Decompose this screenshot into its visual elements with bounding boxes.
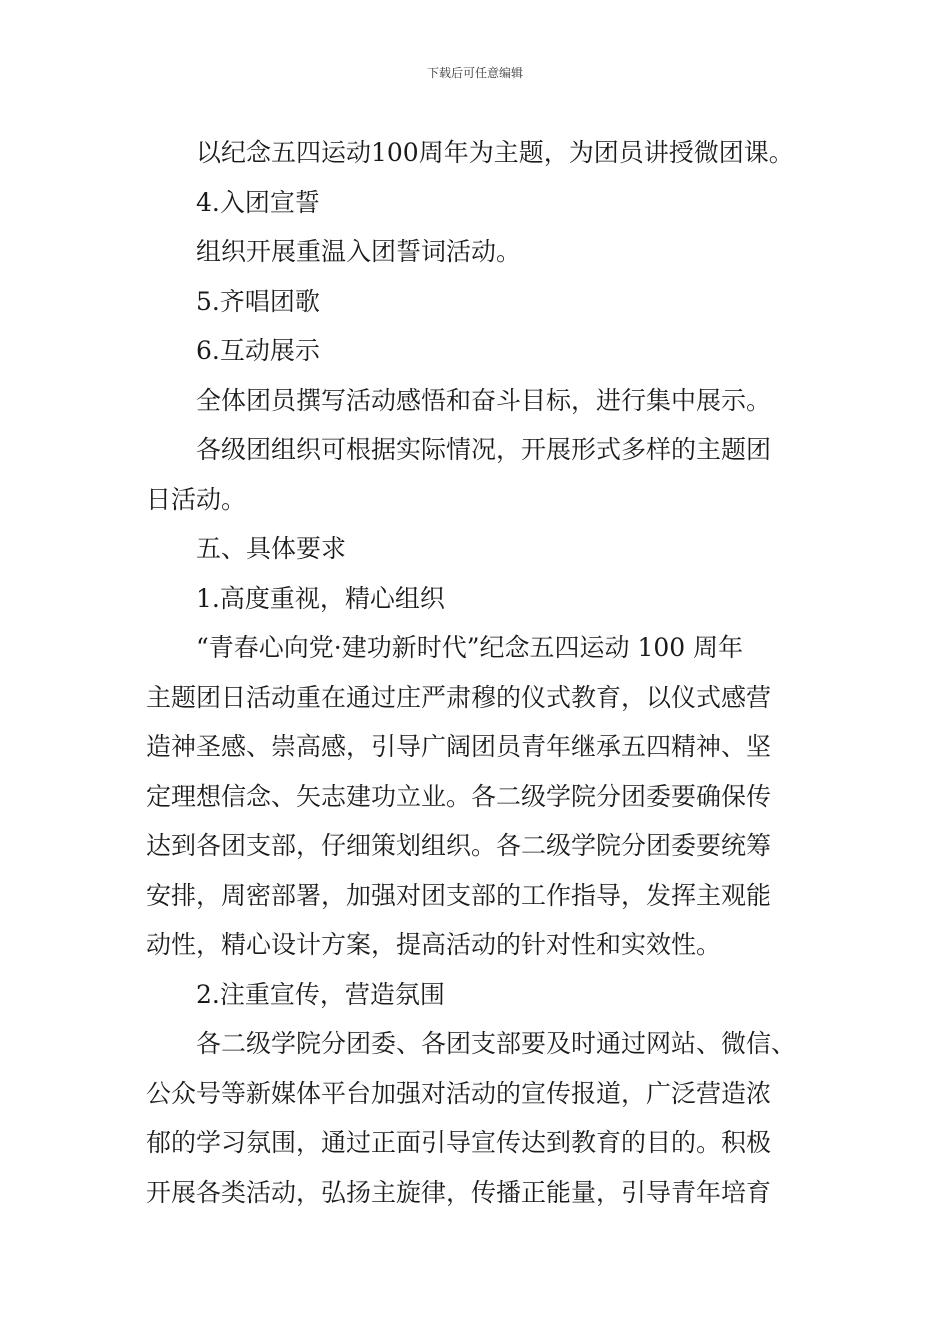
body-line: 各二级学院分团委、各团支部要及时通过网站、微信、 bbox=[196, 1029, 797, 1058]
body-line: 开展各类活动，弘扬主旋律，传播正能量，引导青年培育 bbox=[146, 1177, 772, 1207]
body-line: 各级团组织可根据实际情况，开展形式多样的主题团 bbox=[196, 435, 772, 464]
page-header-note: 下载后可任意编辑 bbox=[426, 66, 523, 80]
body-line: 日活动。 bbox=[146, 484, 247, 514]
section-heading: 五、具体要求 bbox=[196, 534, 347, 563]
section-heading: 6.互动展示 bbox=[196, 336, 320, 365]
body-line: 全体团员撰写活动感悟和奋斗目标，进行集中展示。 bbox=[196, 385, 772, 415]
section-heading: 2.注重宣传，营造氛围 bbox=[196, 979, 445, 1009]
body-line: 公众号等新媒体平台加强对活动的宣传报道，广泛营造浓 bbox=[146, 1078, 772, 1108]
section-heading: 5.齐唱团歌 bbox=[196, 286, 320, 316]
document-body bbox=[146, 128, 810, 1217]
body-line: 动性，精心设计方案，提高活动的针对性和实效性。 bbox=[146, 930, 722, 959]
body-line: 定理想信念、矢志建功立业。各二级学院分团委要确保传 bbox=[146, 781, 772, 811]
body-line: “青春心向党·建功新时代”纪念五四运动 100 周年 bbox=[196, 633, 744, 662]
body-line: 造神圣感、崇高感，引导广阔团员青年继承五四精神、坚 bbox=[146, 732, 772, 761]
body-line: 安排，周密部署，加强对团支部的工作指导，发挥主观能 bbox=[146, 880, 772, 910]
body-line: 主题团日活动重在通过庄严肃穆的仪式教育，以仪式感营 bbox=[146, 682, 772, 712]
body-line: 以纪念五四运动100周年为主题，为团员讲授微团课。 bbox=[196, 138, 794, 167]
body-line: 达到各团支部，仔细策划组织。各二级学院分团委要统筹 bbox=[146, 831, 772, 860]
section-heading: 1.高度重视，精心组织 bbox=[196, 583, 445, 613]
body-line: 组织开展重温入团誓词活动。 bbox=[196, 237, 522, 266]
body-line: 郁的学习氛围，通过正面引导宣传达到教育的目的。积极 bbox=[146, 1128, 772, 1157]
section-heading: 4.入团宣誓 bbox=[196, 187, 320, 217]
